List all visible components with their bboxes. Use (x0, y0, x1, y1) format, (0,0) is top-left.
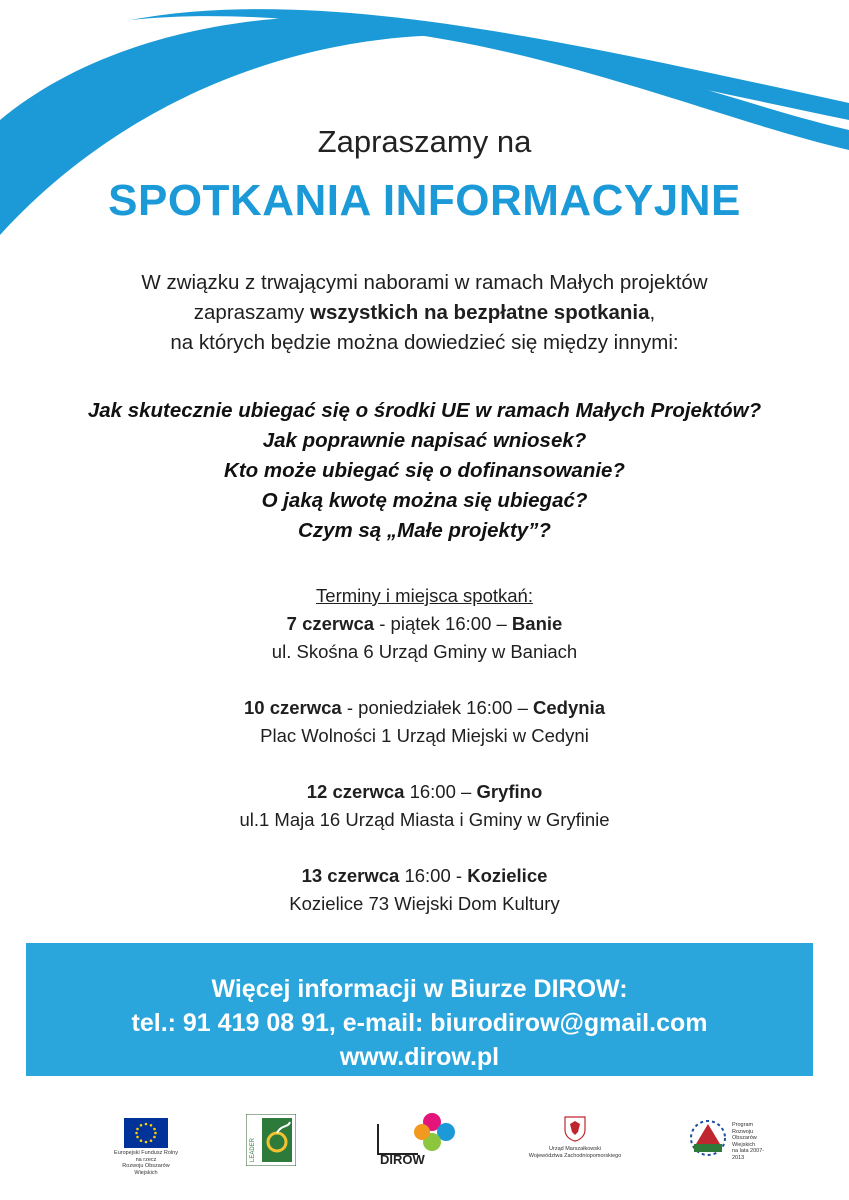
dirow-icon (372, 1108, 462, 1168)
meeting-date: 13 czerwca (301, 865, 400, 886)
meeting-item (0, 862, 849, 918)
meeting-item (0, 610, 849, 666)
urzad-caption-2: Województwa Zachodniopomorskiego (528, 1152, 622, 1159)
intro-text: Zapraszamy na (317, 124, 532, 159)
meeting-place: Banie (511, 613, 563, 634)
lead-line-2-pre: zapraszamy (193, 301, 310, 324)
meeting-place: Gryfino (476, 781, 543, 802)
eu-caption-1: Europejski Fundusz Rolny (114, 1150, 178, 1156)
question-item: O jaką kwotę można się ubiegać? (261, 489, 588, 512)
contact-website-link[interactable]: www.dirow.pl (339, 1043, 500, 1071)
question-item: Kto może ubiegać się o dofinansowanie? (224, 459, 625, 482)
question-item: Czym są „Małe projekty”? (298, 519, 551, 542)
meeting-address: Plac Wolności 1 Urząd Miejski w Cedyni (260, 725, 589, 746)
prow-logo (686, 1108, 766, 1178)
lead-paragraph (0, 268, 849, 358)
prow-caption-4: Wiejskich (732, 1141, 756, 1148)
prow-caption-3: Obszarów (732, 1135, 757, 1141)
meeting-date: 10 czerwca (244, 697, 342, 718)
dirow-logo (372, 1108, 462, 1178)
coat-of-arms-icon (564, 1116, 586, 1142)
meeting-place: Kozielice (467, 865, 548, 886)
contact-heading: Więcej informacji w Biurze DIROW: (211, 975, 628, 1003)
dirow-wordmark: DIROW (380, 1152, 425, 1167)
contact-phone-email[interactable]: tel.: 91 419 08 91, e-mail: biurodirow@gmail.com (131, 1009, 708, 1037)
prow-caption-1: Program (732, 1122, 754, 1128)
page-title: SPOTKANIA INFORMACYJNE (108, 176, 741, 225)
meeting-time: - piątek 16:00 – (374, 613, 512, 634)
sponsor-logos (0, 1108, 849, 1178)
meeting-date: 7 czerwca (286, 613, 375, 634)
urzad-marszalkowski-logo (520, 1108, 630, 1178)
prow-icon (686, 1114, 730, 1162)
urzad-caption-1: Urząd Marszałkowski (549, 1146, 601, 1152)
lead-line-2-bold: wszystkich na bezpłatne spotkania (310, 301, 650, 324)
prow-caption-2: Rozwoju (732, 1128, 754, 1135)
lead-line-3: na których będzie można dowiedzieć się między innymi: (170, 331, 679, 354)
questions-list (0, 396, 849, 546)
meeting-place: Cedynia (533, 697, 605, 718)
leader-label: LEADER (250, 1137, 256, 1162)
lead-line-1: W związku z trwającymi naborami w ramach Małych projektów (141, 271, 708, 294)
leader-logo (246, 1108, 300, 1178)
meeting-time: - poniedziałek 16:00 – (341, 697, 534, 718)
meeting-time: 16:00 - (399, 865, 468, 886)
prow-caption-5: na lata 2007-2013 (732, 1148, 765, 1161)
prow-caption (732, 1122, 766, 1161)
eu-caption-2: na rzecz (135, 1156, 157, 1163)
meeting-address: ul. Skośna 6 Urząd Gminy w Baniach (271, 641, 578, 662)
meeting-address: Kozielice 73 Wiejski Dom Kultury (289, 893, 560, 914)
meeting-address: ul.1 Maja 16 Urząd Miasta i Gminy w Gryfinie (239, 809, 610, 830)
meeting-item (0, 694, 849, 750)
meeting-date: 12 czerwca (306, 781, 405, 802)
schedule-header: Terminy i miejsca spotkań: (316, 585, 533, 606)
question-item: Jak poprawnie napisać wniosek? (262, 429, 587, 452)
eu-caption-3: Rozwoju Obszarów Wiejskich (122, 1163, 170, 1176)
lead-line-2 (0, 298, 849, 328)
meeting-item (0, 778, 849, 834)
schedule-section (0, 582, 849, 946)
eu-flag-logo (110, 1108, 182, 1178)
question-item: Jak skutecznie ubiegać się o środki UE w ramach Małych Projektów? (87, 399, 762, 422)
lead-line-2-post: , (649, 301, 656, 324)
contact-info-box (26, 943, 813, 1076)
leader-icon (246, 1114, 296, 1166)
meeting-time: 16:00 – (404, 781, 477, 802)
eu-flag-icon (124, 1118, 168, 1148)
